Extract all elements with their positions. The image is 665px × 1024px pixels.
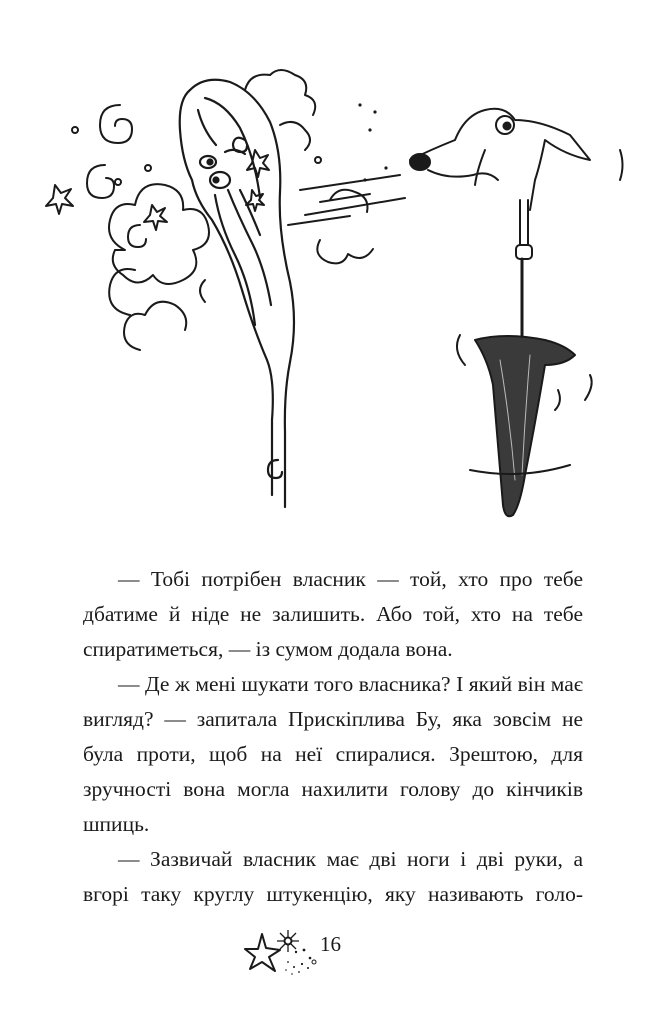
- bearded-stick-character: [180, 80, 294, 507]
- illustration-drawing: [30, 50, 630, 530]
- sparkle-stars-icon: [244, 922, 324, 982]
- wind-gust-lines: [288, 175, 405, 225]
- chapter-illustration: [30, 50, 630, 530]
- paragraph: — Де ж мені шукати того власника? І який він має вигляд? — запитала Прискіплива Бу, яка зовсім не була проти, щоб на неї спиралися. Зрештою, для зручності вона могла нахилити голову до кінчиків шпиць.: [83, 672, 583, 836]
- paragraph: — Зазвичай власник має дві ноги і дві руки, а вгорі таку круглу штукенцію, яку називають голо-: [83, 847, 583, 906]
- page-number: 16: [320, 932, 341, 956]
- paragraph: — Тобі потрібен власник — той, хто про тебе дбатиме й ніде не залишить. Або той, хто на тебе спиратиметься, — із сумом додала вона.: [83, 567, 583, 661]
- story-text: [83, 562, 583, 912]
- page-footer: [244, 922, 364, 982]
- dog-umbrella-character: [410, 109, 623, 517]
